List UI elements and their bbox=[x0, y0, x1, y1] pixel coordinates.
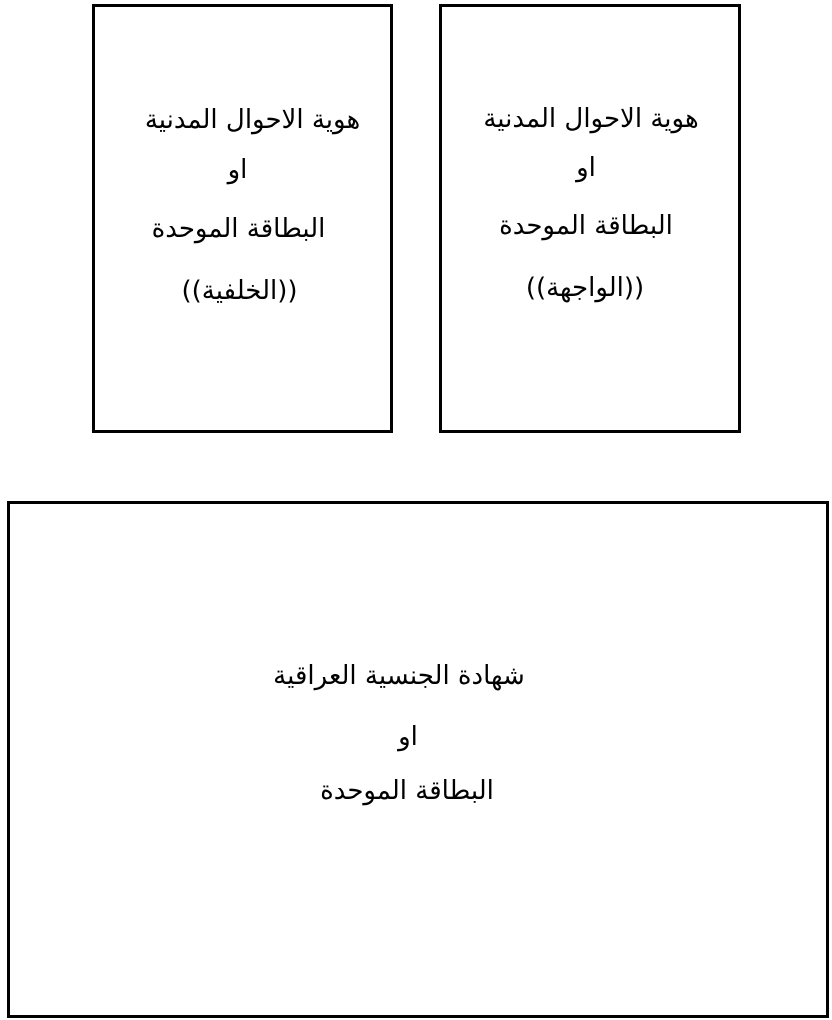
front-card-unified-label: البطاقة الموحدة bbox=[499, 211, 673, 241]
nationality-unified-label: البطاقة الموحدة bbox=[320, 776, 494, 806]
back-card-side-label: ((الخلفية)) bbox=[181, 276, 298, 306]
nationality-title: شهادة الجنسية العراقية bbox=[273, 661, 525, 691]
back-card-title: هوية الاحوال المدنية bbox=[144, 105, 361, 135]
id-card-back-box bbox=[92, 4, 393, 433]
nationality-certificate-box bbox=[7, 501, 829, 1018]
front-card-title: هوية الاحوال المدنية bbox=[483, 104, 699, 134]
front-card-or: او bbox=[576, 153, 596, 183]
front-card-side-label: ((الواجهة)) bbox=[525, 273, 645, 303]
back-card-or: او bbox=[227, 155, 248, 185]
id-card-front-box bbox=[439, 4, 741, 433]
back-card-unified-label: البطاقة الموحدة bbox=[151, 214, 326, 244]
nationality-or: او bbox=[398, 722, 418, 752]
